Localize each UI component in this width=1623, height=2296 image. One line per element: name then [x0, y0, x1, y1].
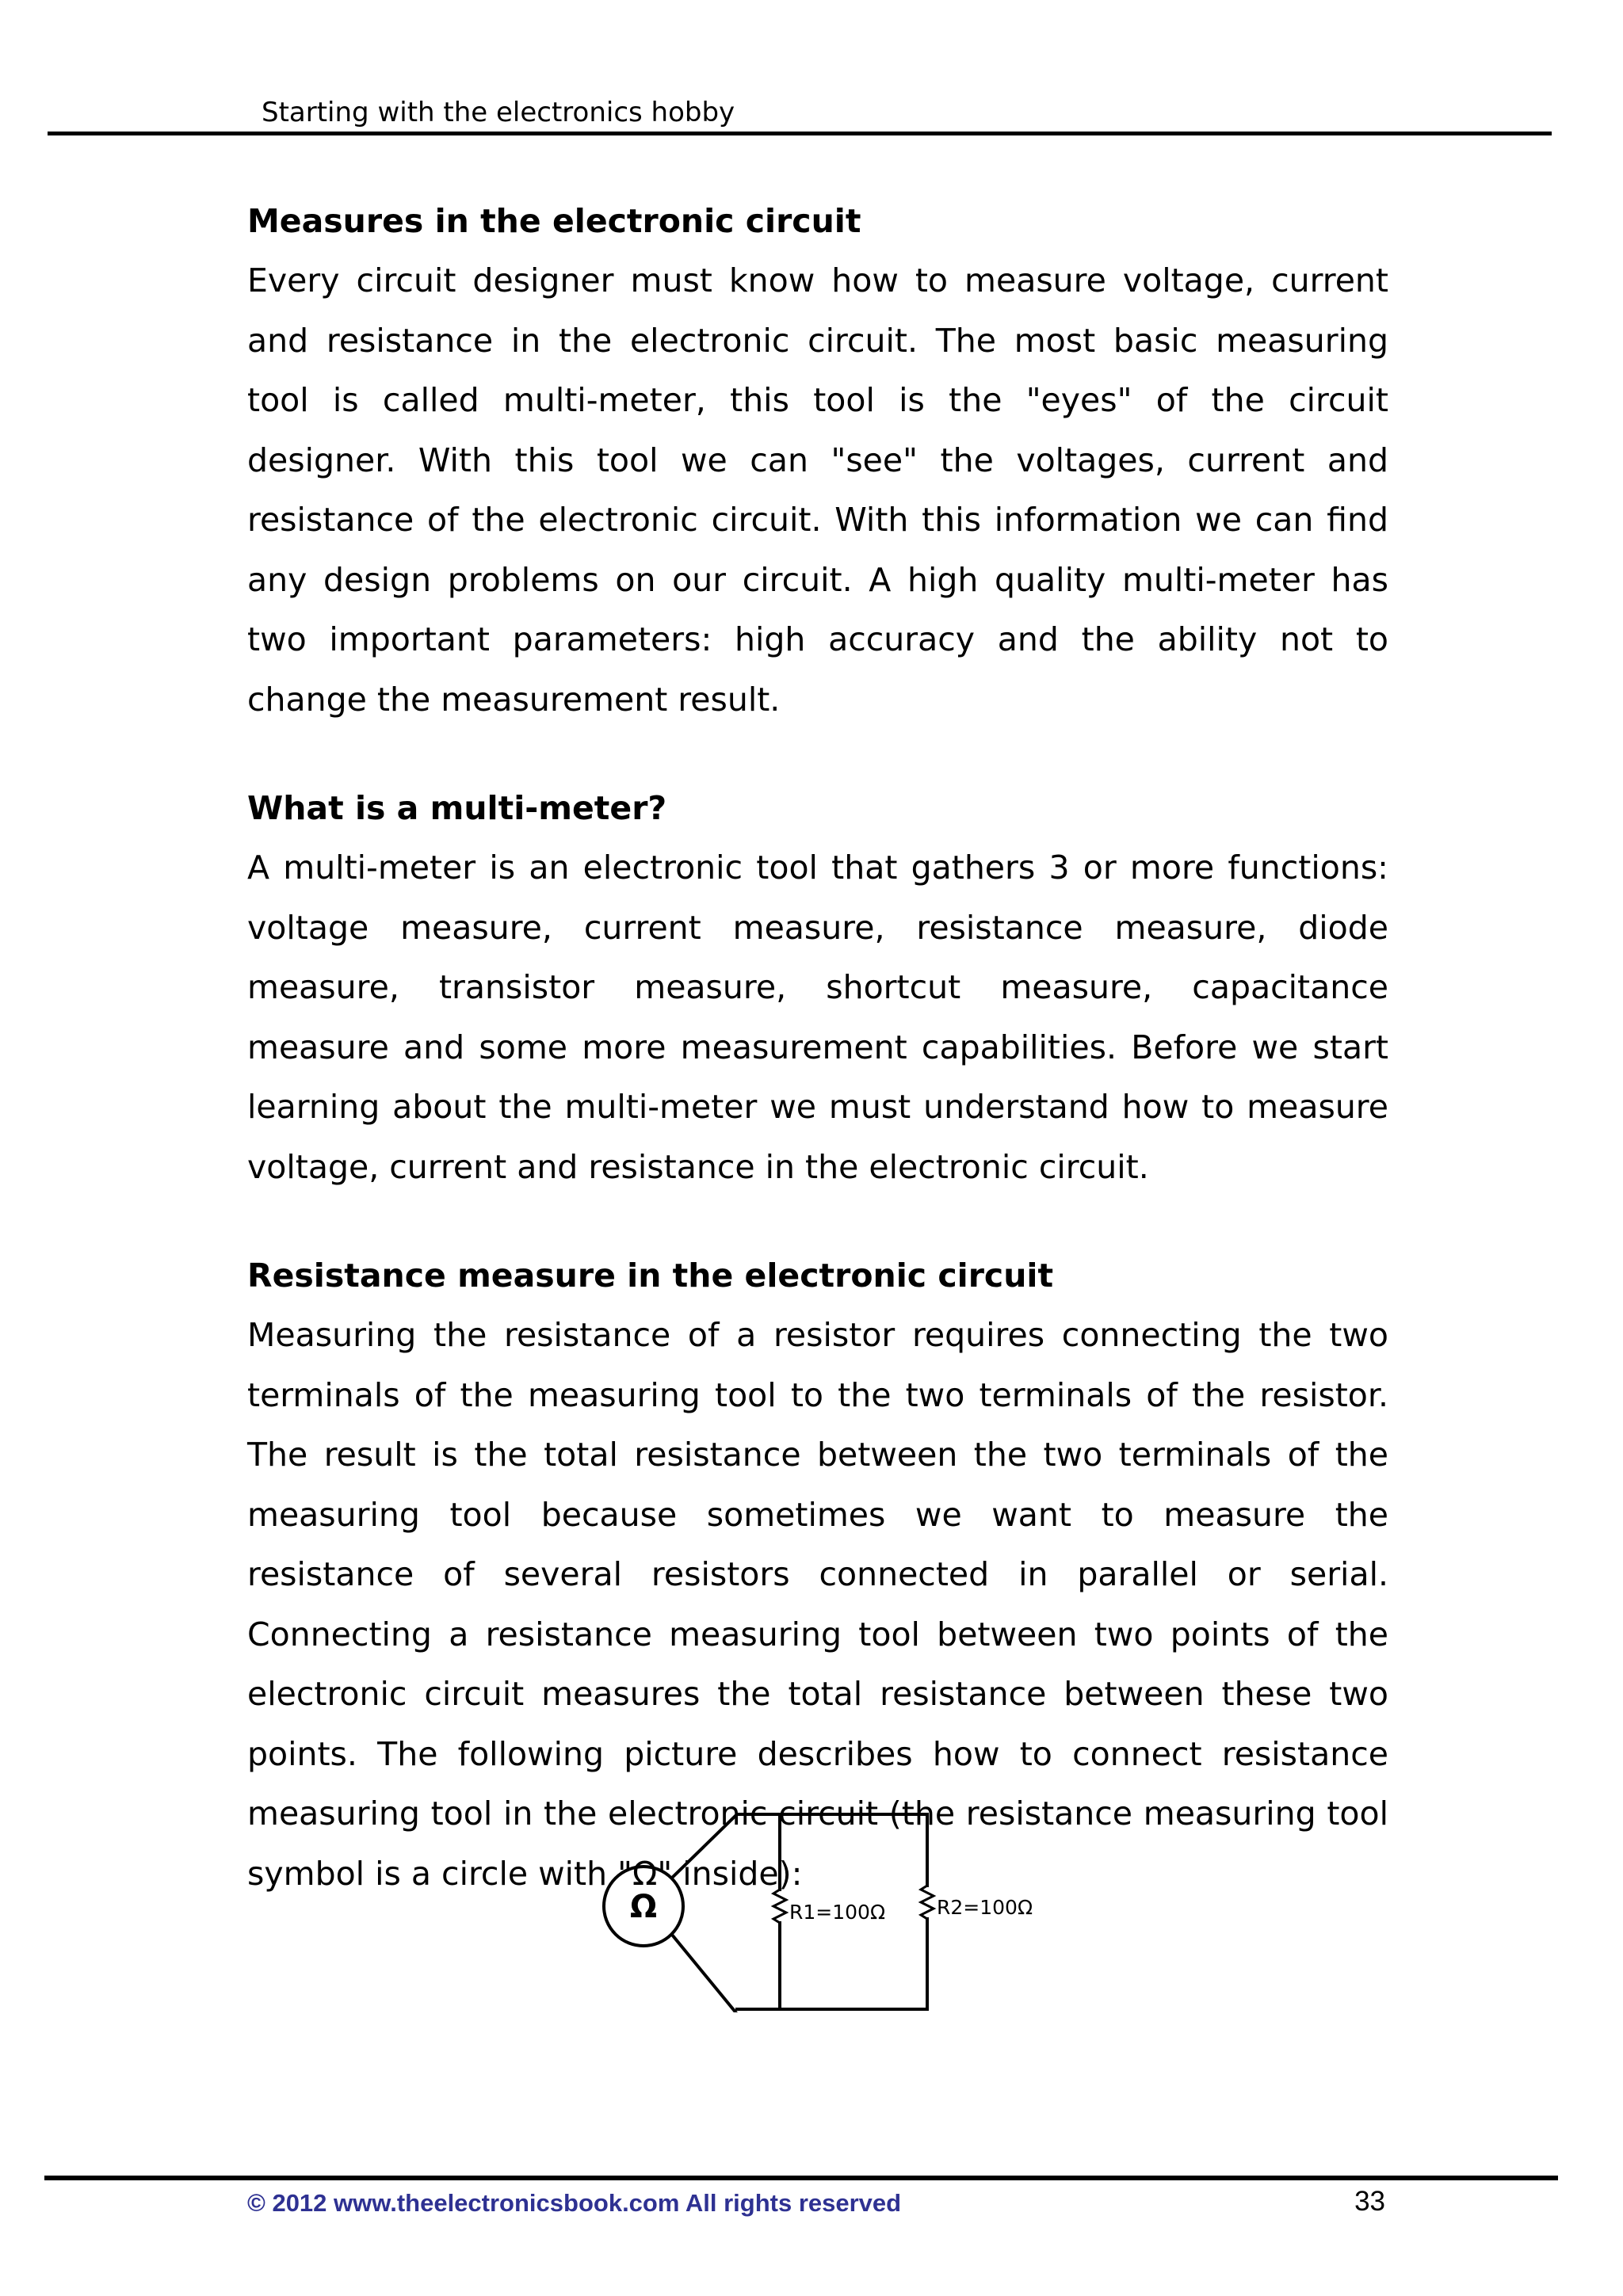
- r1-label: R1=100Ω: [789, 1901, 886, 1924]
- lead-bottom: [672, 1935, 737, 2012]
- header-divider: [48, 132, 1552, 135]
- ohm-symbol: Ω: [629, 1889, 658, 1925]
- resistance-measure-diagram: [586, 1798, 1062, 2012]
- page-content: [247, 192, 1388, 1953]
- section-heading-measures: Measures in the electronic circuit: [247, 202, 861, 240]
- section-body-measures: Every circuit designer must know how to measure voltage, current and resistance in the electronic circuit. The most basic measuring tool is called multi-meter, this tool is the "eyes" of the circuit designer. With this tool we can "see" the voltages, current and resistance of the electronic circuit. With this information we can find any design problems on our circuit. A high quality multi-meter has two important parameters: high accuracy and the ability not to change the measurement result.: [247, 261, 1388, 719]
- section-body-multimeter: A multi-meter is an electronic tool that gathers 3 or more functions: voltage measure, current measure, resistance measure, diode measure, transistor measure, shortcut measure, capacitance measure and some more measurement capabilities. Before we start learning about the multi-meter we must understand how to measure voltage, current and resistance in the electronic circuit.: [247, 849, 1388, 1186]
- r2-label: R2=100Ω: [937, 1896, 1033, 1919]
- footer-copyright: © 2012 www.theelectronicsbook.com All rights reserved: [247, 2189, 902, 2217]
- r2-resistor: [921, 1886, 934, 1919]
- section-heading-multimeter: What is a multi-meter?: [247, 789, 667, 827]
- footer-divider: [44, 2176, 1558, 2180]
- running-header: Starting with the electronics hobby: [262, 97, 735, 128]
- section-body-resistance: Measuring the resistance of a resistor requires connecting the two terminals of the measuring tool to the two terminals of the resistor. The result is the total resistance between the two terminals of the measuring tool because sometimes we want to measure the resistance of several resistors connected in parallel or serial. Connecting a resistance measuring tool between two points of the electronic circuit measures the total resistance between these two points. The following picture describes how to connect resistance measuring tool in the electronic circuit (the resistance measuring tool symbol is a circle with "Ω" inside):: [247, 1316, 1388, 1893]
- page-number: 33: [1354, 2186, 1385, 2217]
- lead-top: [672, 1814, 737, 1878]
- r1-resistor: [773, 1890, 786, 1923]
- section-heading-resistance: Resistance measure in the electronic circuit: [247, 1257, 1054, 1295]
